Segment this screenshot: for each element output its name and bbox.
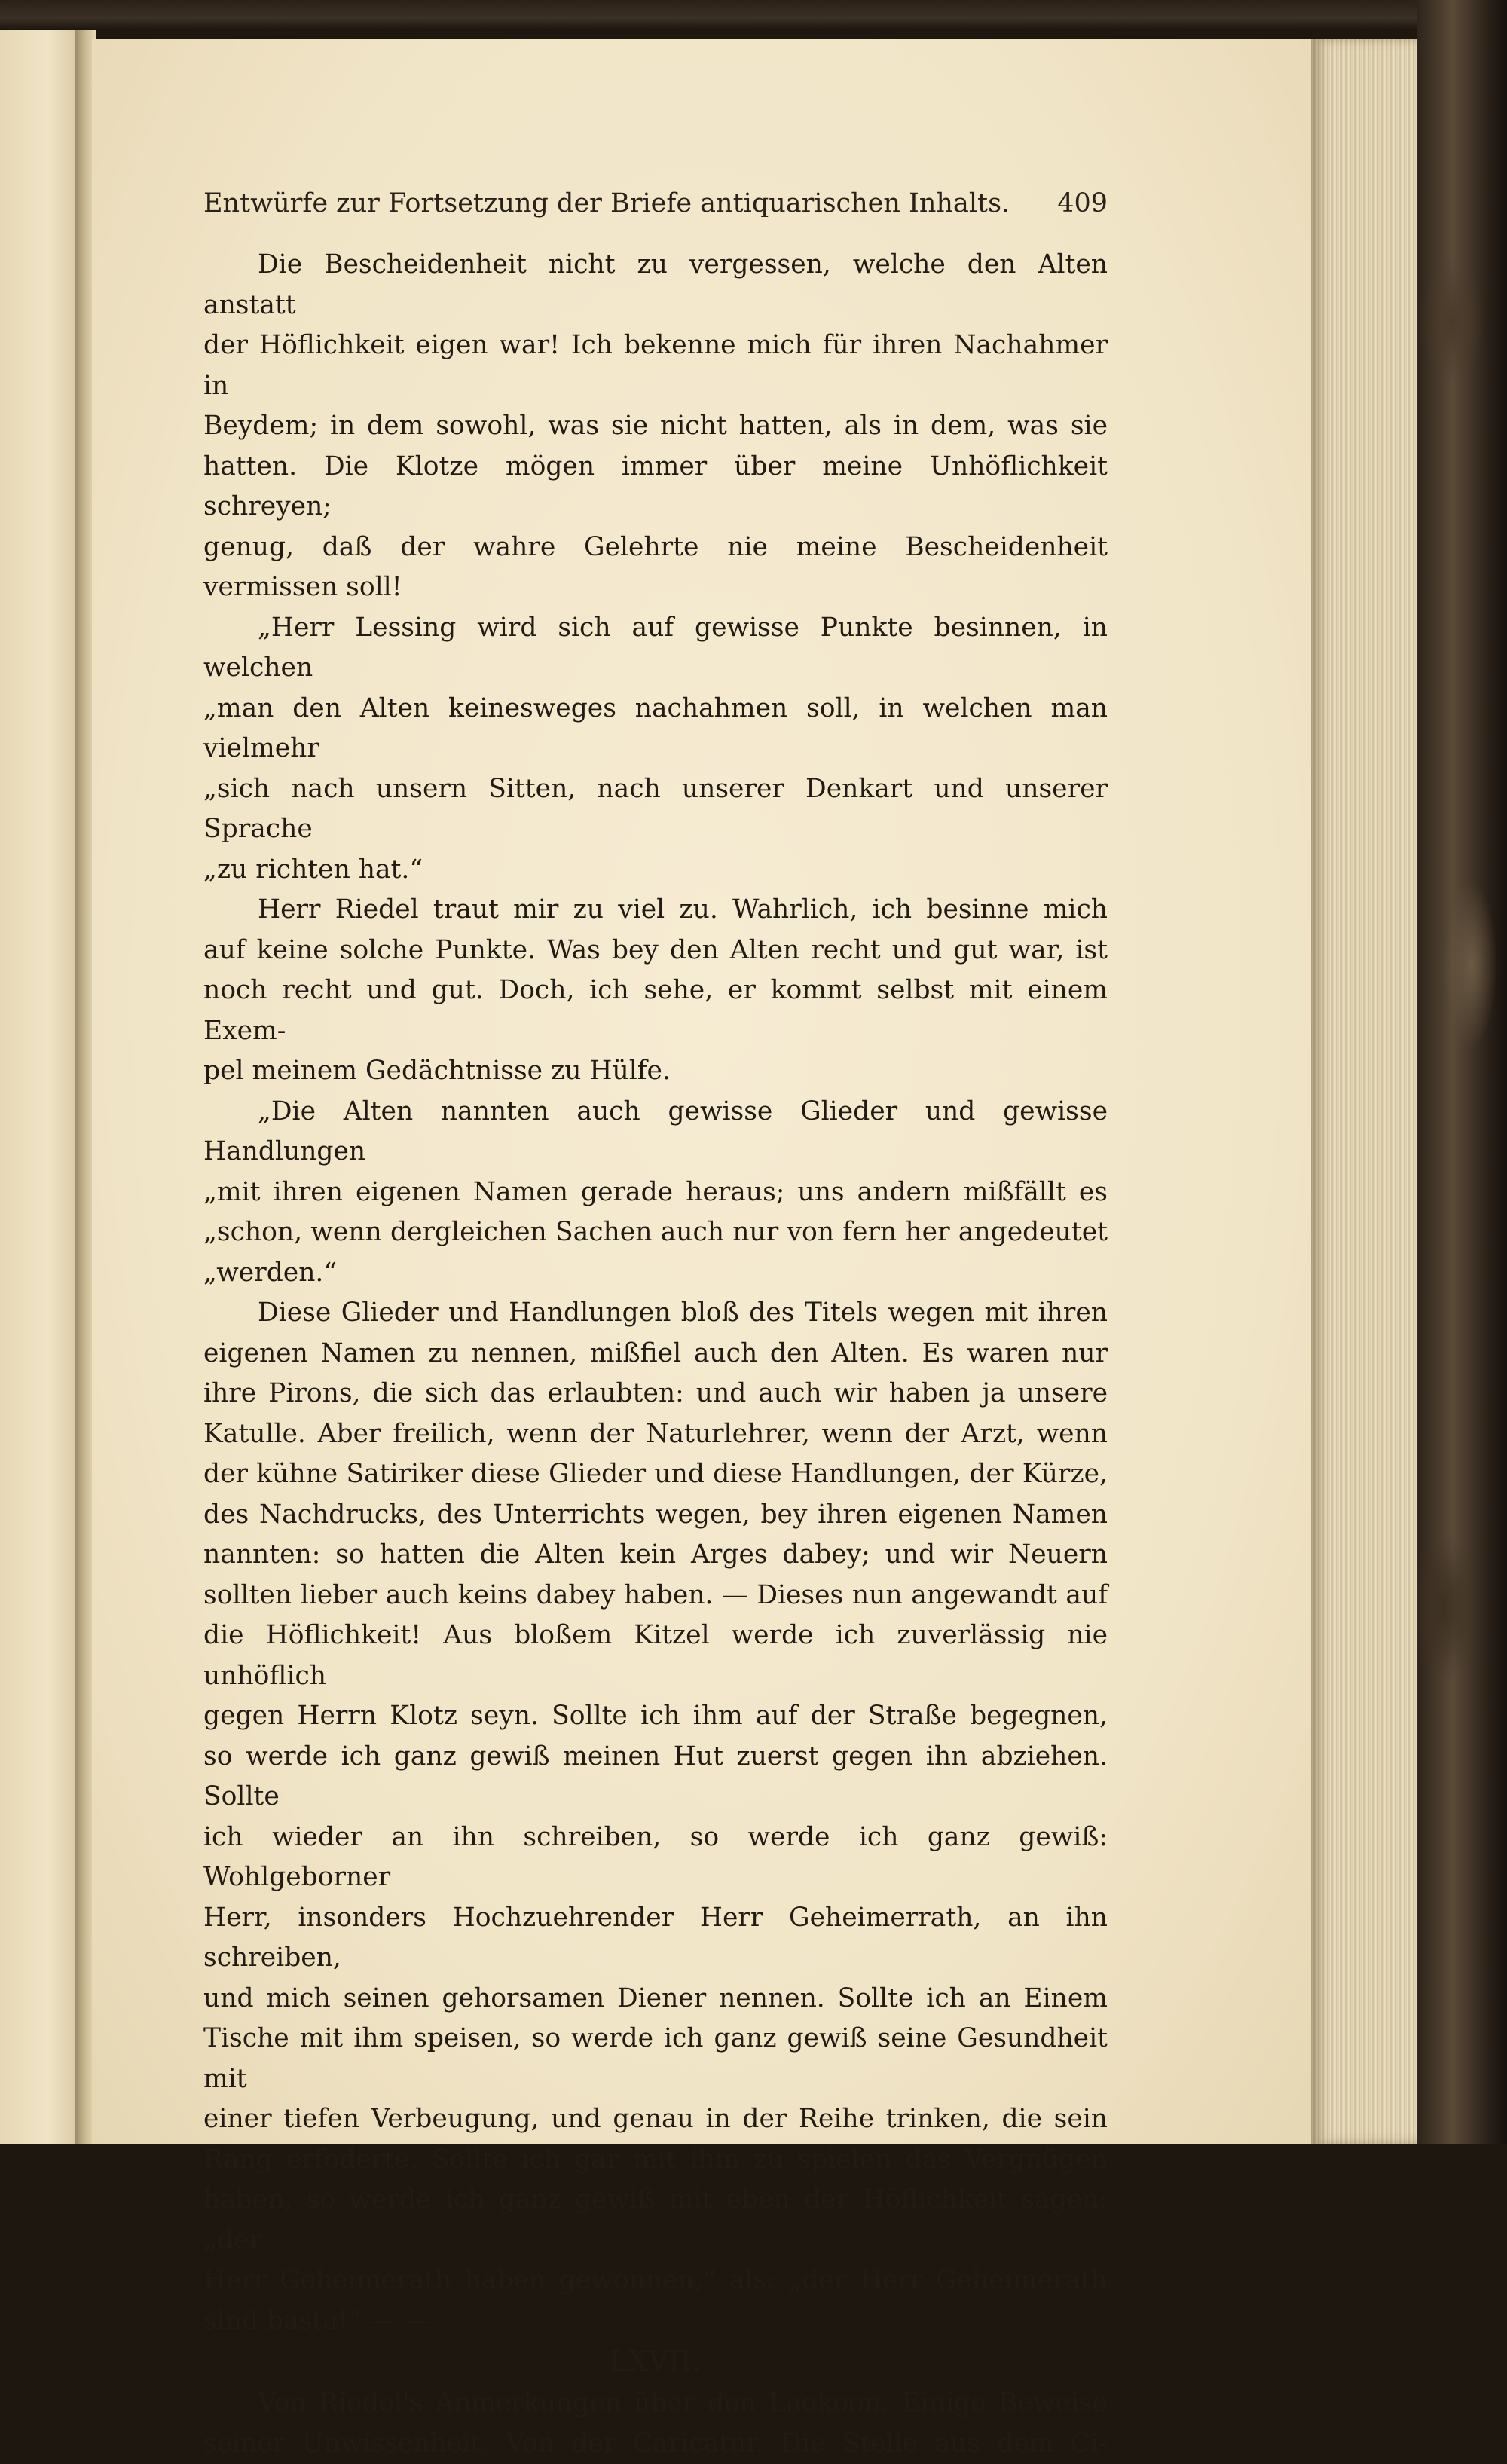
text-line: und mich seinen gehorsamen Diener nennen. Sollte ich an Einem — [203, 1979, 1108, 2019]
page-number: 409 — [1057, 188, 1108, 219]
text-line: nannten: so hatten die Alten kein Arges dabey; und wir Neuern — [203, 1535, 1108, 1576]
text-line: Die Bescheidenheit nicht zu vergessen, welche den Alten anstatt — [203, 245, 1108, 326]
section-line: Von Riedel's Anmerkungen über den Laokoon. Einige Beweise — [203, 2383, 1108, 2424]
page-body — [203, 245, 1108, 2464]
text-line: „mit ihren eigenen Namen gerade heraus; uns andern mißfällt es — [203, 1172, 1108, 1213]
text-line: noch recht und gut. Doch, ich sehe, er kommt selbst mit einem Exem- — [203, 971, 1108, 1051]
text-line: der kühne Satiriker diese Glieder und diese Handlungen, der Kürze, — [203, 1454, 1108, 1495]
left-page-edge — [0, 30, 79, 2144]
text-line: Diese Glieder und Handlungen bloß des Titels wegen mit ihren — [203, 1293, 1108, 1334]
text-line: sind basta!“ — — — [203, 2301, 1108, 2342]
top-edge — [0, 0, 1507, 30]
text-line: gegen Herrn Klotz seyn. Sollte ich ihm auf der Straße begegnen, — [203, 1696, 1108, 1737]
text-line: der Höflichkeit eigen war! Ich bekenne mich für ihren Nachahmer in — [203, 326, 1108, 406]
text-line: „werden.“ — [203, 1253, 1108, 1294]
text-line: einer tiefen Verbeugung, und genau in der Reihe trinken, die sein — [203, 2099, 1108, 2140]
section-line: seiner Unwissenheit. Von der Caricatur. Die Stelle aus dem Ci- — [203, 2424, 1108, 2464]
running-title: Entwürfe zur Fortsetzung der Briefe antiquarischen Inhalts. — [203, 188, 1010, 219]
running-header — [203, 188, 1108, 234]
text-line: „Herr Lessing wird sich auf gewisse Punkte besinnen, in welchen — [203, 608, 1108, 689]
text-line: „Die Alten nannten auch gewisse Glieder und gewisse Handlungen — [203, 1092, 1108, 1172]
text-line: „man den Alten keinesweges nachahmen soll, in welchen man vielmehr — [203, 689, 1108, 769]
text-line: des Nachdrucks, des Unterrichts wegen, bey ihren eigenen Namen — [203, 1495, 1108, 1536]
text-line: Tische mit ihm speisen, so werde ich ganz gewiß seine Gesundheit mit — [203, 2019, 1108, 2099]
text-line: Herr Geheimerath haben gewonnen,“ als: „der Herr Geheimerath — [203, 2261, 1108, 2301]
page-edges — [1311, 39, 1417, 2144]
marbled-cover — [1417, 0, 1507, 2144]
text-line: Beydem; in dem sowohl, was sie nicht hatten, als in dem, was sie — [203, 406, 1108, 447]
text-line: sollten lieber auch keins dabey haben. — Dieses nun angewandt auf — [203, 1576, 1108, 1616]
text-line: „sich nach unsern Sitten, nach unserer Denkart und unserer Sprache — [203, 769, 1108, 850]
text-line: Herr Riedel traut mir zu viel zu. Wahrlich, ich besinne mich — [203, 890, 1108, 931]
text-line: eigenen Namen zu nennen, mißfiel auch den Alten. Es waren nur — [203, 1334, 1108, 1374]
section-heading: LXVII. — [203, 2341, 1108, 2383]
text-line: ihre Pirons, die sich das erlaubten: und auch wir haben ja unsere — [203, 1374, 1108, 1414]
text-line: so werde ich ganz gewiß meinen Hut zuerst gegen ihn abziehen. Sollte — [203, 1737, 1108, 1817]
text-line: Katulle. Aber freilich, wenn der Naturlehrer, wenn der Arzt, wenn — [203, 1414, 1108, 1455]
text-line: die Höflichkeit! Aus bloßem Kitzel werde ich zuverlässig nie unhöflich — [203, 1616, 1108, 1696]
text-line: haben, so werde ich ganz gewiß mit eben der Höflichkeit sagen: „der — [203, 2180, 1108, 2261]
text-line: ich wieder an ihn schreiben, so werde ich ganz gewiß: Wohlgeborner — [203, 1817, 1108, 1898]
text-line: „schon, wenn dergleichen Sachen auch nur von fern her angedeutet — [203, 1212, 1108, 1253]
text-line: genug, daß der wahre Gelehrte nie meine Bescheidenheit vermissen soll! — [203, 527, 1108, 608]
text-line: Rang erfoderte. Sollte ich gar mit ihm zu spielen das Vergnügen — [203, 2140, 1108, 2181]
text-line: Herr, insonders Hochzuehrender Herr Geheimerrath, an ihn schreiben, — [203, 1898, 1108, 1979]
text-line: „zu richten hat.“ — [203, 850, 1108, 891]
text-line: pel meinem Gedächtnisse zu Hülfe. — [203, 1051, 1108, 1092]
text-line: auf keine solche Punkte. Was bey den Alten recht und gut war, ist — [203, 931, 1108, 971]
text-line: hatten. Die Klotze mögen immer über meine Unhöflichkeit schreyen; — [203, 447, 1108, 527]
